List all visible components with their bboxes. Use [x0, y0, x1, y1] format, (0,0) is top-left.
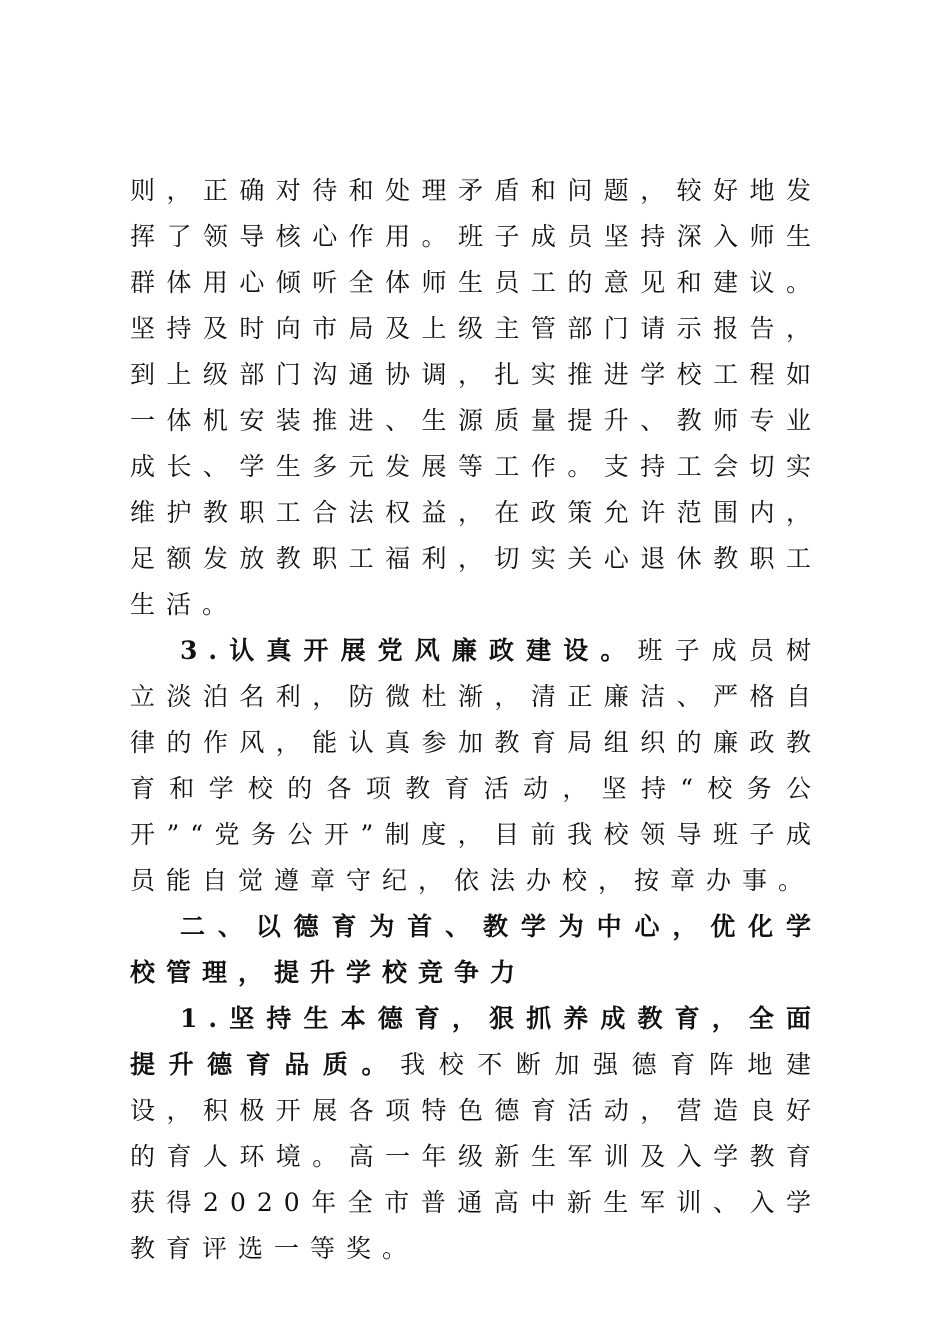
document-body	[130, 168, 822, 1272]
paragraph-lead-bold: 3.认真开展党风廉政建设。	[180, 636, 638, 665]
paragraph-text: 我校不断加强德育阵地建设，积极开展各项特色德育活动，营造良好的育人环境。高一年级新生军训及入学教育获得2020年全市普通高中新生军训、入学教育评选一等奖。	[130, 1050, 822, 1263]
paragraph-text: 班子成员树立淡泊名利，防微杜渐，清正廉洁、严格自律的作风，能认真参加教育局组织的廉政教育和学校的各项教育活动，坚持“校务公开”“党务公开”制度，目前我校领导班子成员能自觉遵章守纪，依法办校，按章办事。	[130, 636, 822, 895]
paragraph-integrity	[130, 628, 822, 904]
paragraph-text: 则，正确对待和处理矛盾和问题，较好地发挥了领导核心作用。班子成员坚持深入师生群体用心倾听全体师生员工的意见和建议。坚持及时向市局及上级主管部门请示报告，到上级部门沟通协调，扎实推进学校工程如一体机安装推进、生源质量提升、教师专业成长、学生多元发展等工作。支持工会切实维护教职工合法权益，在政策允许范围内，足额发放教职工福利，切实关心退休教职工生活。	[130, 176, 822, 619]
paragraph-leadership	[130, 168, 822, 628]
paragraph-lead-bold: 1.坚持生本德育，狠抓养成教育，全面提升德育品质。	[130, 1004, 822, 1079]
section-heading: 二、以德育为首、教学为中心，优化学校管理，提升学校竞争力	[130, 912, 822, 987]
paragraph-moral-education	[130, 996, 822, 1272]
